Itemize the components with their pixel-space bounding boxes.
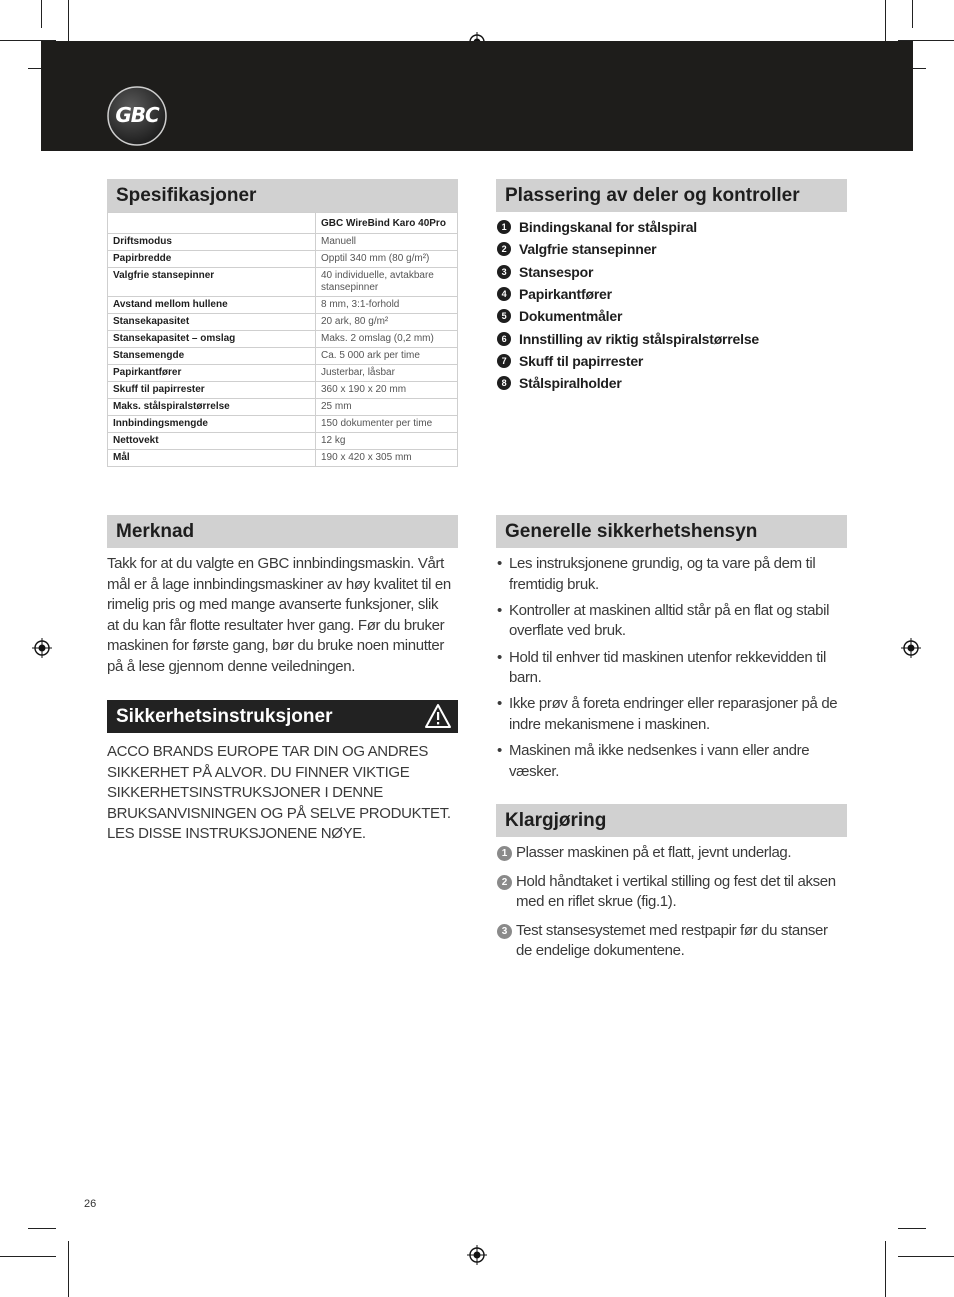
spec-value: 8 mm, 3:1-forhold (316, 297, 458, 314)
spec-label: Nettovekt (108, 433, 316, 450)
table-row (108, 450, 458, 467)
setup-heading: Klargjøring (496, 804, 847, 837)
spec-value: 12 kg (316, 433, 458, 450)
table-row (108, 382, 458, 399)
table-row (108, 416, 458, 433)
spec-label: Maks. stålspiralstørrelse (108, 399, 316, 416)
page-number: 26 (84, 1198, 97, 1210)
list-item (497, 350, 759, 372)
spec-value: 150 dokumenter per time (316, 416, 458, 433)
safety-bullet-text: Hold til enhver tid maskinen utenfor rekkevidden til barn. (509, 648, 826, 687)
step-number-badge: 1 (497, 846, 512, 861)
crop-mark (68, 1241, 69, 1297)
logo-text: GBC (115, 103, 159, 127)
part-label: Papirkantfører (519, 286, 612, 303)
table-row (108, 365, 458, 382)
list-item (497, 372, 759, 394)
spec-label: Stansekapasitet – omslag (108, 331, 316, 348)
spec-value: 20 ark, 80 g/m² (316, 314, 458, 331)
crop-mark (41, 0, 42, 28)
spec-label: Driftsmodus (108, 234, 316, 251)
note-text: Takk for at du valgte en GBC innbindingsmaskin. Vårt mål er å lage innbindingsmaskiner av høy kvalitet til en rimelig pris og med mange avanserte funksjoner, slik at du kan får flotte resultater hver gang. Før du bruker maskinen for første gang, bør du bruke noen minutter på å lese gjennom denne veiledningen. (107, 555, 451, 675)
list-item (497, 601, 842, 642)
registration-mark-icon (467, 1245, 487, 1265)
list-item (497, 843, 842, 864)
list-item (497, 216, 759, 238)
list-item (497, 741, 842, 782)
list-item (497, 305, 759, 327)
part-label: Dokumentmåler (519, 308, 623, 325)
table-row (108, 268, 458, 297)
crop-mark (28, 1228, 56, 1229)
spec-label: Papirbredde (108, 251, 316, 268)
step-text: Plasser maskinen på et flatt, jevnt underlag. (516, 844, 792, 861)
spec-value: 40 individuelle, avtakbare stansepinner (316, 268, 458, 297)
general-safety-heading: Generelle sikkerhetshensyn (496, 515, 847, 548)
setup-steps (497, 843, 842, 970)
list-item (497, 261, 759, 283)
spec-value: Opptil 340 mm (80 g/m²) (316, 251, 458, 268)
parts-heading: Plassering av deler og kontroller (496, 179, 847, 212)
safety-bullet-text: Les instruksjonene grundig, og ta vare på dem til fremtidig bruk. (509, 555, 816, 593)
safety-bullet-text: Maskinen må ikke nedsenkes i vann eller andre væsker. (509, 742, 810, 780)
crop-mark (898, 1256, 954, 1257)
list-item (497, 648, 842, 689)
parts-list (497, 216, 759, 394)
specs-table (107, 212, 458, 467)
crop-mark (898, 1228, 926, 1229)
table-row (108, 399, 458, 416)
table-row (108, 297, 458, 314)
note-heading: Merknad (107, 515, 458, 548)
spec-value: Maks. 2 omslag (0,2 mm) (316, 331, 458, 348)
safety-heading-label: Sikkerhetsinstruksjoner (116, 706, 333, 727)
part-number-badge: 1 (497, 220, 511, 234)
spec-value: 360 x 190 x 20 mm (316, 382, 458, 399)
table-row (108, 314, 458, 331)
spec-label: Skuff til papirrester (108, 382, 316, 399)
specs-heading: Spesifikasjoner (107, 179, 458, 212)
safety-bullet-text: Kontroller at maskinen alltid står på en flat og stabil overflate ved bruk. (509, 601, 830, 640)
table-row (108, 433, 458, 450)
list-item (497, 238, 759, 260)
spec-label: Innbindingsmengde (108, 416, 316, 433)
table-row (108, 234, 458, 251)
spec-value: 25 mm (316, 399, 458, 416)
general-safety-list (497, 554, 842, 788)
part-label: Skuff til papirrester (519, 352, 644, 369)
spec-label: Mål (108, 450, 316, 467)
step-number-badge: 3 (497, 924, 512, 939)
spec-value: Ca. 5 000 ark per time (316, 348, 458, 365)
list-item (497, 921, 842, 962)
part-label: Stålspiralholder (519, 375, 622, 392)
part-label: Stansespor (519, 263, 594, 280)
part-number-badge: 6 (497, 332, 511, 346)
list-item (497, 872, 842, 913)
part-label: Valgfrie stansepinner (519, 241, 657, 258)
registration-mark-icon (901, 638, 921, 658)
spec-value: Justerbar, låsbar (316, 365, 458, 382)
spec-value: 190 x 420 x 305 mm (316, 450, 458, 467)
spec-label: Stansekapasitet (108, 314, 316, 331)
spec-label: Valgfrie stansepinner (108, 268, 316, 297)
part-label: Innstilling av riktig stålspiralstørrelse (519, 330, 759, 347)
header-bar (41, 41, 913, 151)
spec-label: Avstand mellom hullene (108, 297, 316, 314)
safety-text: ACCO BRANDS EUROPE TAR DIN OG ANDRES SIKKERHET PÅ ALVOR. DU FINNER VIKTIGE SIKKERHETSINSTRUKSJONER I DENNE BRUKSANVISNINGEN OG PÅ SELVE PRODUKTET. LES DISSE INSTRUKSJONENE NØYE. (107, 743, 451, 843)
registration-mark-icon (32, 638, 52, 658)
step-text: Hold håndtaket i vertikal stilling og fest det til aksen med en riflet skrue (fig.1). (516, 872, 836, 911)
step-number-badge: 2 (497, 875, 512, 890)
table-row (108, 348, 458, 365)
part-number-badge: 8 (497, 376, 511, 390)
safety-heading (107, 700, 458, 733)
part-number-badge: 7 (497, 354, 511, 368)
part-label: Bindingskanal for stålspiral (519, 219, 697, 236)
specs-table-corner (108, 213, 316, 234)
specs-model-header: GBC WireBind Karo 40Pro (316, 213, 458, 234)
spec-value: Manuell (316, 234, 458, 251)
warning-triangle-icon (424, 703, 452, 729)
spec-label: Stansemengde (108, 348, 316, 365)
table-row (108, 251, 458, 268)
list-item (497, 554, 842, 595)
spec-label: Papirkantfører (108, 365, 316, 382)
list-item (497, 694, 842, 735)
table-row (108, 331, 458, 348)
part-number-badge: 5 (497, 309, 511, 323)
list-item (497, 283, 759, 305)
part-number-badge: 3 (497, 265, 511, 279)
crop-mark (0, 1256, 56, 1257)
part-number-badge: 4 (497, 287, 511, 301)
part-number-badge: 2 (497, 242, 511, 256)
step-text: Test stansesystemet med restpapir før du stanser de endelige dokumentene. (516, 921, 828, 960)
list-item (497, 327, 759, 349)
safety-bullet-text: Ikke prøv å foreta endringer eller reparasjoner på de indre mekanismene i maskinen. (509, 695, 838, 733)
crop-mark (885, 1241, 886, 1297)
crop-mark (912, 0, 913, 28)
